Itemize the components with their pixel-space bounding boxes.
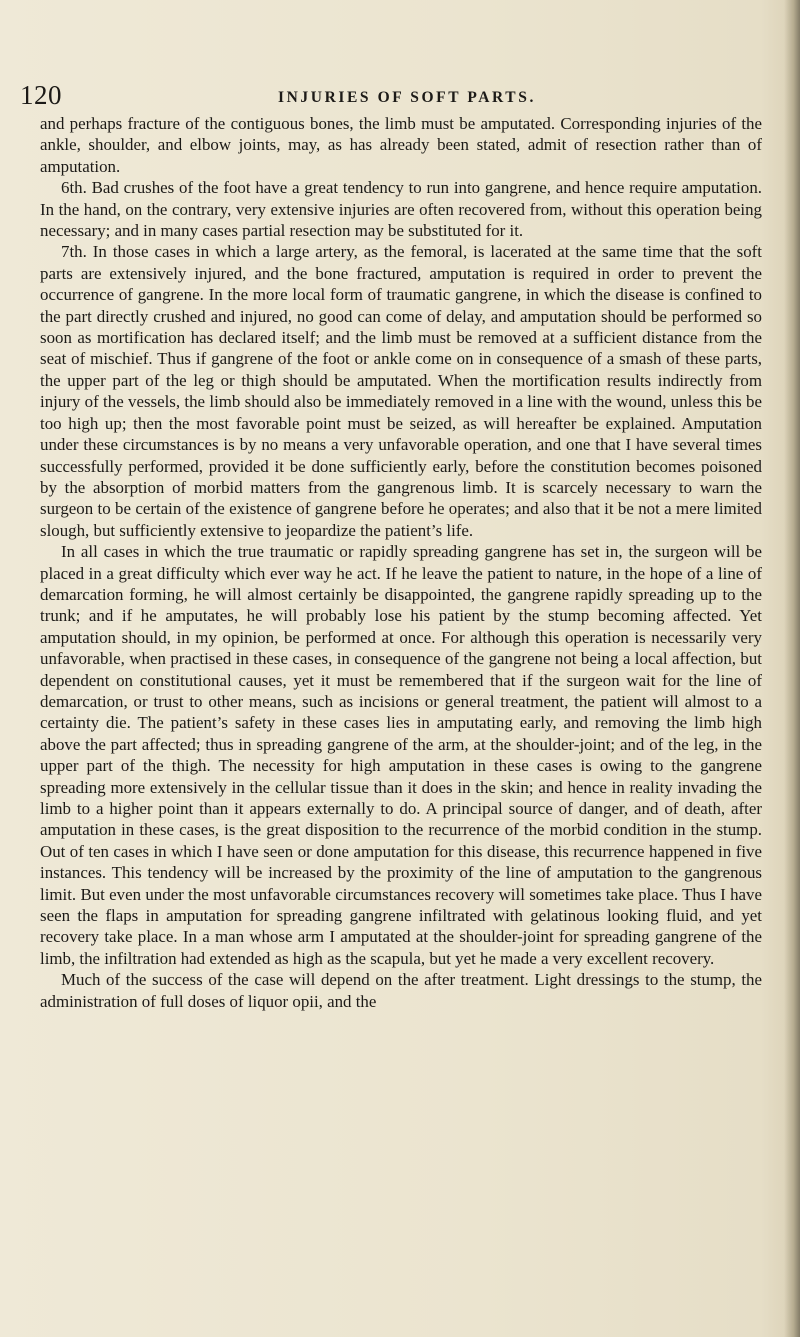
paragraph: In all cases in which the true traumatic or rapidly spreading gangrene has set in, the surgeon will be placed in a great difficulty which ever way he act. If he leave the patient to nature, in the hope of a line of demarcation forming, he will almost certainly be disappointed, the gangrene rapidly spreading up to the trunk; and if he amputates, he will probably lose his patient by the stump becoming affected. Yet amputation should, in my opinion, be performed at once. For although this operation is necessarily very unfavorable, when practised in these cases, in consequence of the gangrene not being a local affection, but dependent on constitutional causes, yet it must be remembered that if the surgeon wait for the line of demarcation, or trust to other means, such as incisions or general treatment, the patient will almost to a certainty die. The patient’s safety in these cases lies in amputating early, and removing the limb high above the part affected; thus in spreading gangrene of the arm, at the shoulder-joint; and of the leg, in the upper part of the thigh. The necessity for high amputation in these cases is owing to the gangrene spreading more extensively in the cellular tissue than it does in the skin; and hence in reality invading the limb to a higher point than it appears externally to do. A principal source of danger, and of death, after amputation in these cases, is the great disposition to the recurrence of the morbid condition in the stump. Out of ten cases in which I have seen or done amputation for this disease, this recurrence happened in five instances. This tendency will be increased by the proximity of the line of amputation to the gangrenous limit. But even under the most unfavorable circumstances recovery will sometimes take place. Thus I have seen the flaps in amputation for spreading gangrene infiltrated with gelatinous looking fluid, and yet recovery take place. In a man whose arm I amputated at the shoulder-joint for spreading gangrene of the limb, the infiltration had extended as high as the scapula, but yet he made a very excellent recovery. [40,542,762,968]
paragraph: 7th. In those cases in which a large artery, as the femoral, is lacerated at the same time that the soft parts are extensively injured, and the bone fractured, amputation is required in order to prevent the occurrence of gangrene. In the more local form of traumatic gangrene, in which the disease is confined to the part directly crushed and injured, no good can come of delay, and amputation should be performed so soon as mortification has declared itself; and the limb must be removed at a sufficient distance from the seat of mischief. Thus if gangrene of the foot or ankle come on in consequence of a smash of these parts, the upper part of the leg or thigh should be amputated. When the mortification results indirectly from injury of the vessels, the limb should also be immediately removed in a line with the wound, unless this be too high up; then the most favorable point must be seized, as will hereafter be explained. Amputation under these circumstances is by no means a very unfavorable operation, and one that I have several times successfully performed, provided it be done sufficiently early, before the constitution becomes poisoned by the absorption of morbid matters from the gangrenous limb. It is scarcely necessary to warn the surgeon to be certain of the existence of gangrene before he operates; and also that it be not a mere limited slough, but sufficiently extensive to jeopardize the patient’s life. [40,242,762,540]
page-header [20,80,760,110]
running-head: INJURIES OF SOFT PARTS. [278,89,536,106]
body-text [40,113,762,1012]
page-edge-shadow [784,0,800,1337]
paragraph: and perhaps fracture of the contiguous bones, the limb must be amputated. Corresponding injuries of the ankle, shoulder, and elbow joints, may, as has already been stated, admit of resection rather than of amputation. [40,114,762,176]
paragraph: 6th. Bad crushes of the foot have a great tendency to run into gangrene, and hence require amputation. In the hand, on the contrary, very extensive injuries are often recovered from, without this operation being necessary; and in many cases partial resection may be substituted for it. [40,178,762,241]
paragraph: Much of the success of the case will depend on the after treatment. Light dressings to the stump, the administration of full doses of liquor opii, and the [40,970,762,1011]
page-number: 120 [20,80,62,110]
